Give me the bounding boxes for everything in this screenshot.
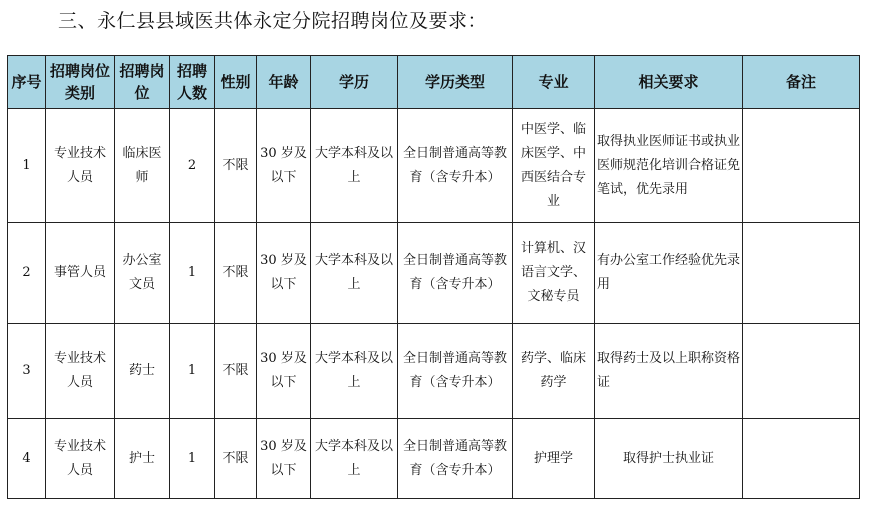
cell-note [743,223,860,324]
cell-major: 中医学、临床医学、中西医结合专业 [513,109,595,223]
cell-post: 护士 [115,419,170,499]
cell-note [743,419,860,499]
cell-category: 专业技术人员 [46,109,115,223]
cell-count: 1 [170,419,215,499]
cell-category: 专业技术人员 [46,324,115,419]
cell-requirement: 有办公室工作经验优先录用 [595,223,743,324]
col-header-age: 年龄 [257,56,311,109]
cell-edu-type: 全日制普通高等教育（含专升本） [398,223,513,324]
cell-requirement: 取得执业医师证书或执业医师规范化培训合格证免笔试，优先录用 [595,109,743,223]
col-header-post: 招聘岗位 [115,56,170,109]
cell-major: 药学、临床药学 [513,324,595,419]
cell-education: 大学本科及以上 [311,109,398,223]
col-header-major: 专业 [513,56,595,109]
cell-education: 大学本科及以上 [311,419,398,499]
cell-gender: 不限 [215,419,257,499]
cell-age: 30 岁及以下 [257,324,311,419]
table-header-row [8,56,860,109]
cell-requirement: 取得药士及以上职称资格证 [595,324,743,419]
cell-age: 30 岁及以下 [257,109,311,223]
cell-note [743,109,860,223]
cell-age: 30 岁及以下 [257,419,311,499]
cell-count: 1 [170,223,215,324]
cell-no: 1 [8,109,46,223]
cell-post: 药士 [115,324,170,419]
col-header-count: 招聘人数 [170,56,215,109]
cell-age: 30 岁及以下 [257,223,311,324]
cell-edu-type: 全日制普通高等教育（含专升本） [398,324,513,419]
cell-edu-type: 全日制普通高等教育（含专升本） [398,109,513,223]
cell-post: 临床医师 [115,109,170,223]
col-header-category: 招聘岗位类别 [46,56,115,109]
cell-no: 3 [8,324,46,419]
table-row [8,223,860,324]
cell-gender: 不限 [215,109,257,223]
cell-count: 2 [170,109,215,223]
table-row [8,419,860,499]
col-header-gender: 性别 [215,56,257,109]
recruitment-table [7,55,860,499]
col-header-note: 备注 [743,56,860,109]
col-header-education: 学历 [311,56,398,109]
cell-no: 2 [8,223,46,324]
cell-category: 事管人员 [46,223,115,324]
cell-major: 护理学 [513,419,595,499]
cell-count: 1 [170,324,215,419]
col-header-edu-type: 学历类型 [398,56,513,109]
cell-post: 办公室文员 [115,223,170,324]
table-row [8,109,860,223]
cell-major: 计算机、汉语言文学、文秘专员 [513,223,595,324]
col-header-no: 序号 [8,56,46,109]
cell-no: 4 [8,419,46,499]
cell-note [743,324,860,419]
col-header-requirement: 相关要求 [595,56,743,109]
cell-gender: 不限 [215,324,257,419]
table-row [8,324,860,419]
cell-education: 大学本科及以上 [311,223,398,324]
cell-edu-type: 全日制普通高等教育（含专升本） [398,419,513,499]
cell-gender: 不限 [215,223,257,324]
cell-education: 大学本科及以上 [311,324,398,419]
page-title: 三、永仁县县域医共体永定分院招聘岗位及要求： [58,10,488,32]
cell-category: 专业技术人员 [46,419,115,499]
cell-requirement: 取得护士执业证 [595,419,743,499]
